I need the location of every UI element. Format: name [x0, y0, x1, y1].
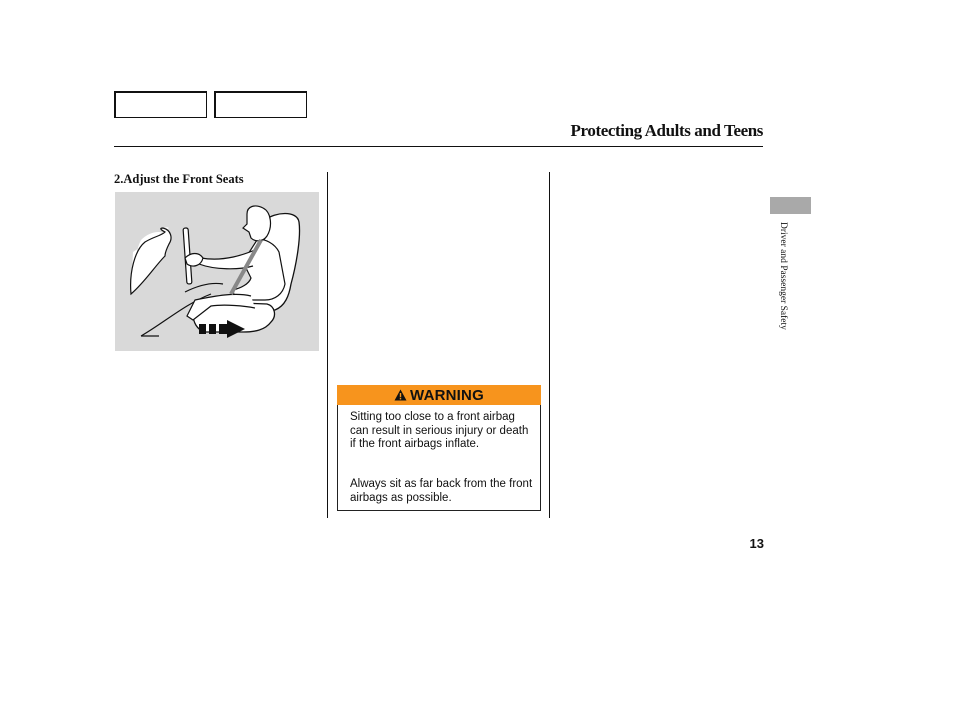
page-number: 13 — [749, 536, 764, 551]
warning-paragraph: Always sit as far back from the front airbags as possible. — [350, 478, 533, 504]
page-title: Protecting Adults and Teens — [570, 121, 763, 140]
section-heading: 2.Adjust the Front Seats — [114, 172, 244, 186]
warning-header — [337, 385, 541, 405]
nav-button-next[interactable] — [214, 91, 307, 118]
seat-adjustment-illustration — [115, 192, 319, 351]
warning-box — [337, 385, 541, 511]
chapter-tab — [770, 197, 811, 214]
warning-paragraph: Sitting too close to a front airbag can result in serious injury or death if the front airbags inflate. — [350, 411, 529, 450]
driver-seat-adjustment-icon — [115, 192, 319, 351]
warning-triangle-icon — [394, 389, 407, 401]
column-divider — [327, 172, 328, 518]
column-divider — [549, 172, 550, 518]
nav-button-previous[interactable] — [114, 91, 207, 118]
header-divider — [114, 146, 763, 147]
chapter-label: Driver and Passenger Safety — [778, 222, 788, 330]
warning-label: WARNING — [410, 386, 484, 404]
